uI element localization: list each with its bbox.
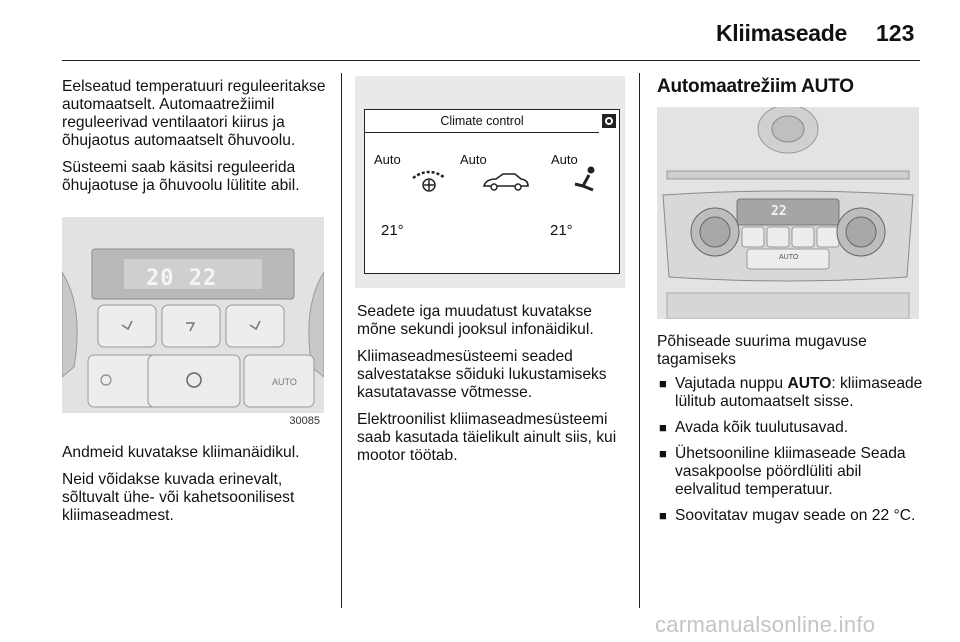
paragraph: Elektroonilist kliimaseadmesüsteemi saab kasutada täielikult ainult siis, kui mootor töötab. [357,411,617,464]
paragraph: Andmeid kuvatakse kliimanäidikul. [62,444,300,461]
section-heading: Automaatrežiim AUTO [657,76,854,97]
center-console-photo [657,107,919,319]
middle-column-text [357,303,633,474]
paragraph: Eelseatud temperatuuri reguleeritakse automaatselt. Automaatrežiimil reguleerivad ventilaatori kiirus ja õhujaotus automaatselt õhuvoolu. [62,78,326,149]
auto-button-reference: AUTO [787,375,832,392]
header-divider [62,60,920,61]
settings-icon [600,110,618,132]
column-divider-right [639,73,640,608]
instruction-list [657,375,923,525]
intro-text: Põhiseade suurima mugavuse tagamiseks [657,333,867,368]
air-auto-label: Auto [551,152,578,167]
list-item: ■ Soovitatav mugav seade on 22 °C. [659,507,916,524]
paragraph: Seadete iga muudatust kuvatakse mõne sekundi jooksul infonäidikul. [357,303,594,338]
climate-control-screen [364,109,620,274]
bullet-icon: ■ [659,508,667,523]
console-display-readout: 22 [771,204,787,219]
center-console-illustration [657,107,919,319]
fan-speed-icon [409,168,449,194]
panel-display-readout: 20 22 [146,266,218,291]
paragraph: Neid võidakse kuvada erinevalt, sõltuvalt ühe- või kahetsoonilisest kliimaseadmest. [62,471,295,524]
watermark: carmanualsonline.info [655,612,876,637]
page-number: 123 [876,20,915,46]
list-item: ■ Vajutada nuppu AUTO: kliimaseade lülitub automaatselt sisse. [659,375,923,410]
right-column-heading-wrap [657,78,919,96]
column-divider-left [341,73,342,608]
temperature-left: 21° [381,222,404,239]
list-item: ■ Avada kõik tuulutusavad. [659,419,849,436]
climate-panel-illustration [62,217,324,429]
paragraph: Süsteemi saab käsitsi reguleerida õhujaotuse ja õhuvoolu lülitite abil. [62,159,300,194]
left-column-text-top [62,78,334,204]
air-distribution-icon [569,164,599,194]
bullet-icon: ■ [659,376,667,391]
figure-number: 30085 [289,415,320,427]
paragraph: Kliimaseadmesüsteemi seaded salvestatakse sõiduki lukustamiseks kasutatavasse võtmesse. [357,348,607,401]
car-icon [481,172,531,192]
list-item: ■ Ühetsooniline kliimaseade Seada vasakpoolse pöördlüliti abil eelvalitud temperatuur. [659,445,906,498]
page-title: Kliimaseade [716,20,847,46]
console-auto-label: AUTO [779,254,799,261]
screen-title: Climate control [365,110,599,133]
distribution-auto-label: Auto [460,152,487,167]
bullet-icon: ■ [659,420,667,435]
temperature-right: 21° [550,222,573,239]
svg-text:AUTO: AUTO [272,377,297,387]
left-column-text-bottom [62,444,334,534]
bullet-icon: ■ [659,446,667,461]
fan-auto-label: Auto [374,152,401,167]
right-column-text [657,333,923,533]
climate-panel-photo [62,217,324,429]
